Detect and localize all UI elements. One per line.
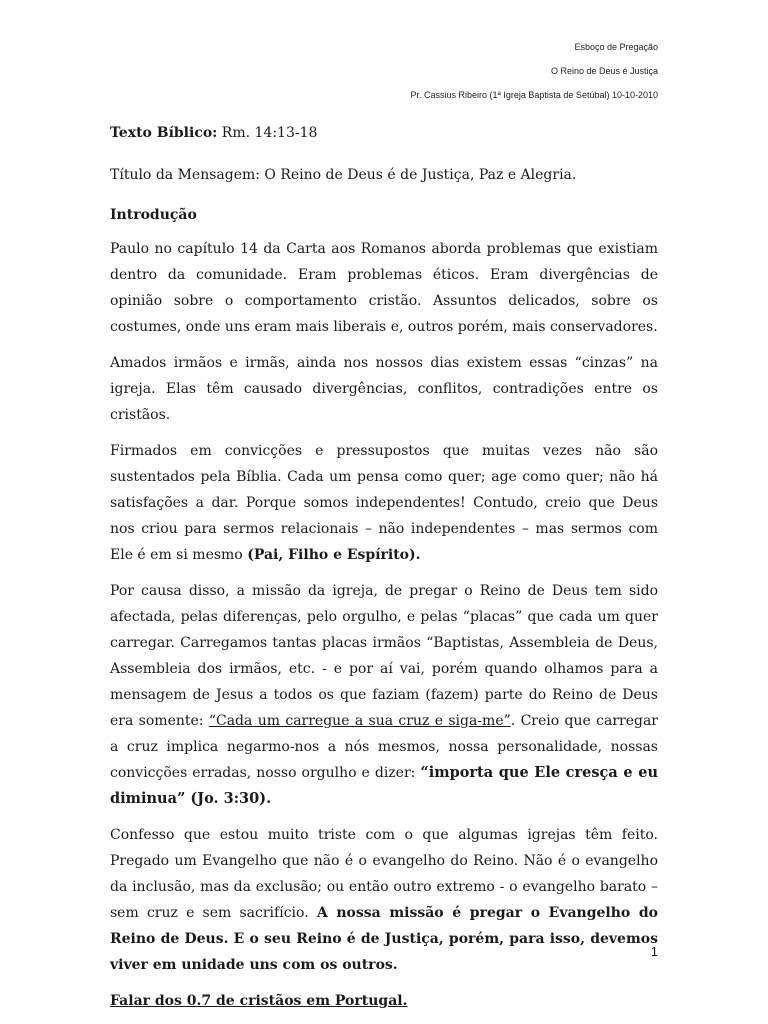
paragraph-3-bold: (Pai, Filho e Espírito).	[247, 547, 421, 563]
paragraph-5	[110, 822, 658, 978]
paragraph-2: Amados irmãos e irmãs, ainda nos nossos dias existem essas “cinzas” na igreja. Elas têm causado divergências, conflitos, contradições entre os cristãos.	[110, 355, 658, 423]
paragraph-6-heading: Falar dos 0.7 de cristãos em Portugal.	[110, 993, 408, 1009]
document-body	[110, 120, 658, 1024]
intro-heading	[110, 202, 658, 228]
paragraph-4-text: Por causa disso, a missão da igreja, de pregar o Reino de Deus tem sido afectada, pelas diferenças, pelo orgulho, e pelas “placas” que cada um quer carregar. Carregamos tantas placas irmãos “Baptistas, Assembleia de Deus, Assembleia dos irmãos, etc. - e por aí vai, porém quando olhamos para a mensagem de Jesus a todos os que faziam (fazem) parte do Reino de Deus era somente:	[110, 583, 658, 729]
bible-reference-value: Rm. 14:13-18	[217, 125, 318, 141]
message-title: Título da Mensagem: O Reino de Deus é de Justiça, Paz e Alegria.	[110, 167, 577, 183]
bible-reference	[110, 120, 658, 146]
paragraph-4	[110, 578, 658, 812]
header-line-1: Esboço de Pregação	[574, 42, 658, 52]
paragraph-5-text: Confesso que estou muito triste com o que algumas igrejas têm feito. Pregado um Evangelho que não é o evangelho do Reino. Não é o evangelho da inclusão, mas da exclusão; ou então outro extremo - o evangelho barato – sem cruz e sem sacrifício.	[110, 827, 658, 921]
header-line-3: Pr. Cassius Ribeiro (1ª Igreja Baptista de Setúbal) 10-10-2010	[410, 90, 658, 100]
paragraph-3-text: Firmados em convicções e pressupostos que muitas vezes não são sustentados pela Bíblia. Cada um pensa como quer; age como quer; não há satisfações a dar. Porque somos independentes! Contudo, creio que Deus nos criou para sermos relacionais – não independentes – mas sermos com Ele é em si mesmo	[110, 443, 658, 563]
page-header	[411, 40, 658, 112]
bible-reference-label: Texto Bíblico:	[110, 125, 218, 141]
header-line-2: O Reino de Deus é Justiça	[550, 66, 658, 76]
paragraph-4-quote: “Cada um carregue a sua cruz e siga-me”	[208, 713, 511, 729]
paragraph-4-bold: “importa que Ele cresça e eu diminua” (Jo. 3:30).	[110, 764, 658, 807]
page-number: 1	[650, 944, 658, 959]
paragraph-4-text-2: . Creio que carregar a cruz implica negarmo-nos a nós mesmos, nossa personalidade, nossas convicções erradas, nosso orgulho e dizer:	[110, 713, 658, 781]
paragraph-3	[110, 438, 658, 568]
paragraph-6	[110, 988, 658, 1014]
paragraph-1: Paulo no capítulo 14 da Carta aos Romanos aborda problemas que existiam dentro da comunidade. Eram problemas éticos. Eram divergências de opinião sobre o comportamento cristão. Assuntos delicados, sobre os costumes, onde uns eram mais liberais e, outros porém, mais conservadores.	[110, 241, 658, 335]
intro-heading-text: Introdução	[110, 207, 197, 223]
paragraph-5-bold: A nossa missão é pregar o Evangelho do Reino de Deus. E o seu Reino é de Justiça, porém, para isso, devemos viver em unidade uns com os outros.	[110, 905, 659, 973]
